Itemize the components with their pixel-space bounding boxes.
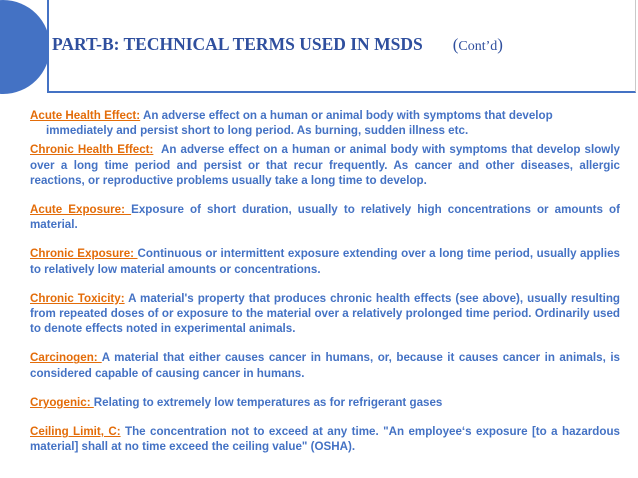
definition-text: An adverse effect on a human or animal body with symptoms that develop [142,109,553,122]
definition-acute-health-effect [30,108,620,138]
definition-ceiling-limit [30,424,620,454]
definition-acute-exposure [30,202,620,232]
definition-cryogenic [30,395,620,410]
page-title [52,34,503,55]
definition-chronic-toxicity [30,291,620,337]
term-label: Ceiling Limit, C: [30,425,121,439]
term-label: Acute Exposure: [30,203,132,217]
term-label: Chronic Toxicity: [30,291,125,305]
definition-text: Exposure of short duration, usually to relatively high concentrations or amounts of material. [30,203,620,232]
term-label: Chronic Exposure: [30,247,138,261]
definition-chronic-exposure [30,246,620,276]
term-label: Chronic Health Effect: [30,143,154,157]
definition-text: An adverse effect on a human or animal body with symptoms that develop slowly over a long time period and persist or that recur frequently. As cancer and other diseases, allergic reactions, or reproductive problems usually take a long time to develop. [30,143,620,187]
title-text: PART-B: TECHNICAL TERMS USED IN MSDS [52,34,423,54]
definition-carcinogen [30,350,620,380]
definition-text: The concentration not to exceed at any time. "An employee‘s exposure [to a hazardous material] shall at no time exceed the ceiling value" (OSHA). [30,425,620,454]
definition-text: Continuous or intermittent exposure extending over a long time period, usually applies to relatively low material amounts or concentrations. [30,247,621,276]
term-label: Acute Health Effect: [30,109,141,122]
title-continued: (Cont’d) [452,35,503,54]
term-label: Carcinogen: [30,351,102,365]
definitions-list [30,108,620,468]
definition-chronic-health-effect [30,142,620,188]
definition-text: A material's property that produces chronic health effects (see above), usually resulting from repeated doses of or exposure to the material over a relatively prolonged time period. Ordinarily used to denote effects noted in experimental animals. [30,291,620,336]
definition-text: Relating to extremely low temperatures as for refrigerant gases [93,395,443,409]
definition-text: A material that either causes cancer in humans, or, because it causes cancer in animals, is considered capable of causing cancer in humans. [30,351,620,380]
definition-text-continued: immediately and persist short to long period. As burning, sudden illness etc. [46,124,469,138]
term-label: Cryogenic: [30,395,94,409]
decorative-half-circle [0,0,50,94]
